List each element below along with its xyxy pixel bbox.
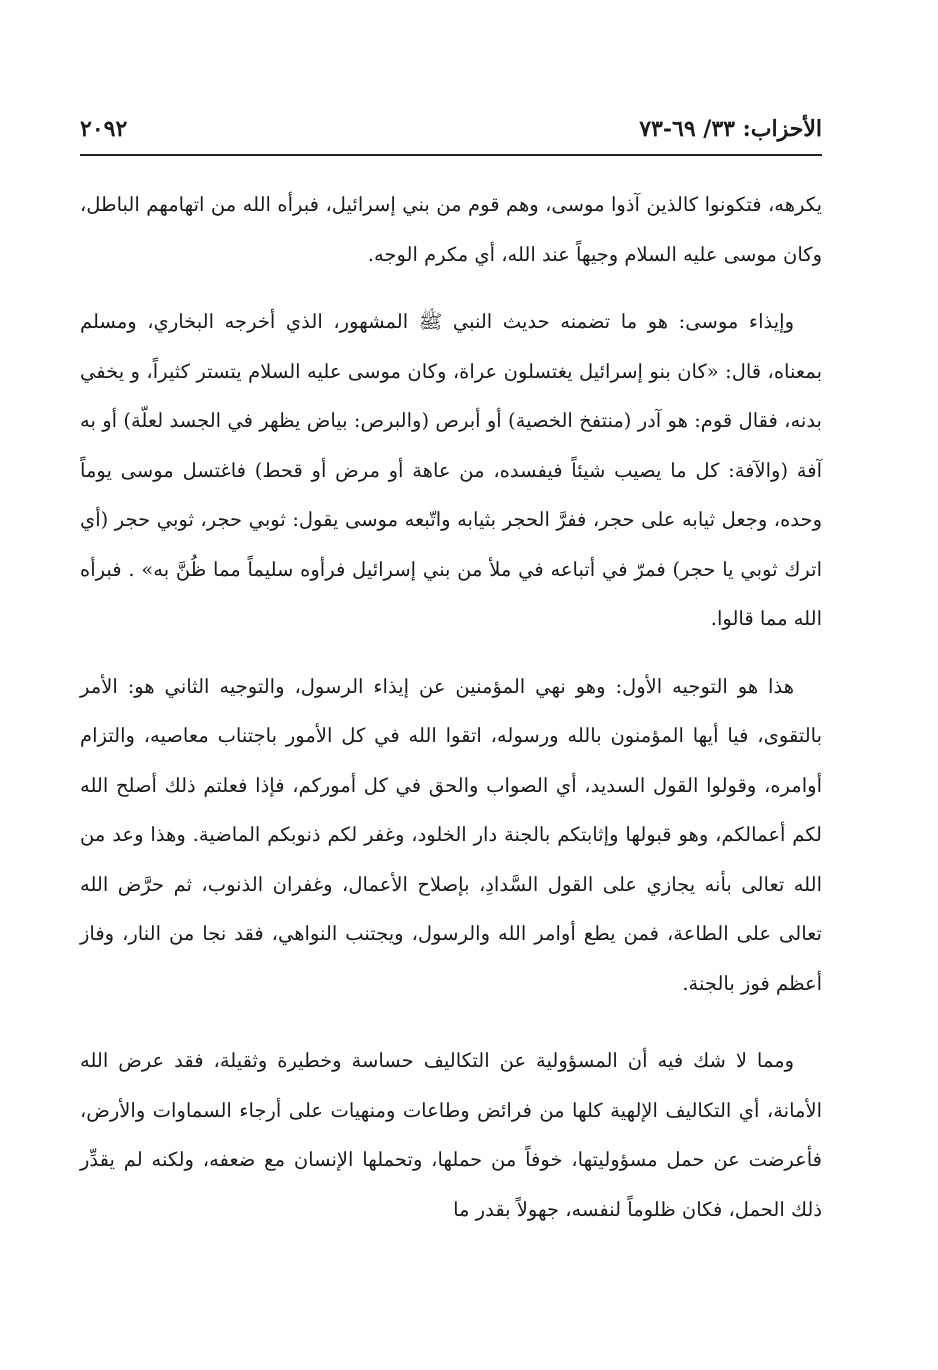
page-header [80, 112, 822, 152]
paragraph: يكرهه، فتكونوا كالذين آذوا موسى، وهم قوم من بني إسرائيل، فبرأه الله من اتهامهم الباطل، وكان موسى عليه السلام وجيهاً عند الله، أي مكرم الوجه. [80, 193, 822, 266]
paragraph: هذا هو التوجيه الأول: وهو نهي المؤمنين عن إيذاء الرسول، والتوجيه الثاني هو: الأمر بالتقوى، فيا أيها المؤمنون بالله ورسوله، اتقوا الله في كل الأمور باجتناب معاصيه، والتزام أوامره، وقولوا القول السديد، أي الصواب والحق في كل أموركم، فإذا فعلتم ذلك أصلح الله لكم أعمالكم، وهو قبولها وإثابتكم بالجنة دار الخلود، وغفر لكم ذنوبكم الماضية. وهذا وعد من الله تعالى بأنه يجازي على القول السَّدادِ، بإصلاح الأعمال، وغفران الذنوب، ثم حرَّض الله تعالى على الطاعة، فمن يطع أوامر الله والرسول، ويجتنب النواهي، فقد نجا من النار، وفاز أعظم فوز بالجنة. [80, 674, 822, 995]
paragraph: ومما لا شك فيه أن المسؤولية عن التكاليف حساسة وخطيرة وثقيلة، فقد عرض الله الأمانة، أي التكاليف الإلهية كلها من فرائض وطاعات ومنهيات على أرجاء السماوات والأرض، فأعرضت عن حمل مسؤوليتها، خوفاً من حملها، وتحملها الإنسان مع ضعفه، ولكنه لم يقدِّر ذلك الحمل، فكان ظلوماً لنفسه، جهولاً بقدر ما [80, 1049, 822, 1221]
body-text [80, 180, 822, 1252]
paragraph: وإيذاء موسى: هو ما تضمنه حديث النبي ﷺ المشهور، الذي أخرجه البخاري، ومسلم بمعناه، قال: «كان بنو إسرائيل يغتسلون عراة، وكان موسى عليه السلام يتستر كثيراً، و يخفي بدنه، فقال قوم: هو آدر (منتفخ الخصية) أو أبرص (والبرص: بياض يظهر في الجسد لعلّة) أو به آفة (والآفة: كل ما يصيب شيئاً فيفسده، من عاهة أو مرض أو قحط) فاغتسل موسى يوماً وحده، وجعل ثيابه على حجر، ففرَّ الحجر بثيابه واتّبعه موسى يقول: ثوبي حجر، ثوبي حجر (أي اترك ثوبي يا حجر) فمرّ في أتباعه في ملأ من بني إسرائيل فرأوه سليماً مما ظُنَّ به» . فبرأه الله مما قالوا. [80, 310, 822, 630]
header-title: الأحزاب: ٣٣/ ٦٩-٧٣ [639, 116, 822, 142]
header-divider [80, 154, 822, 156]
page-number: ٢٠٩٢ [80, 116, 128, 142]
